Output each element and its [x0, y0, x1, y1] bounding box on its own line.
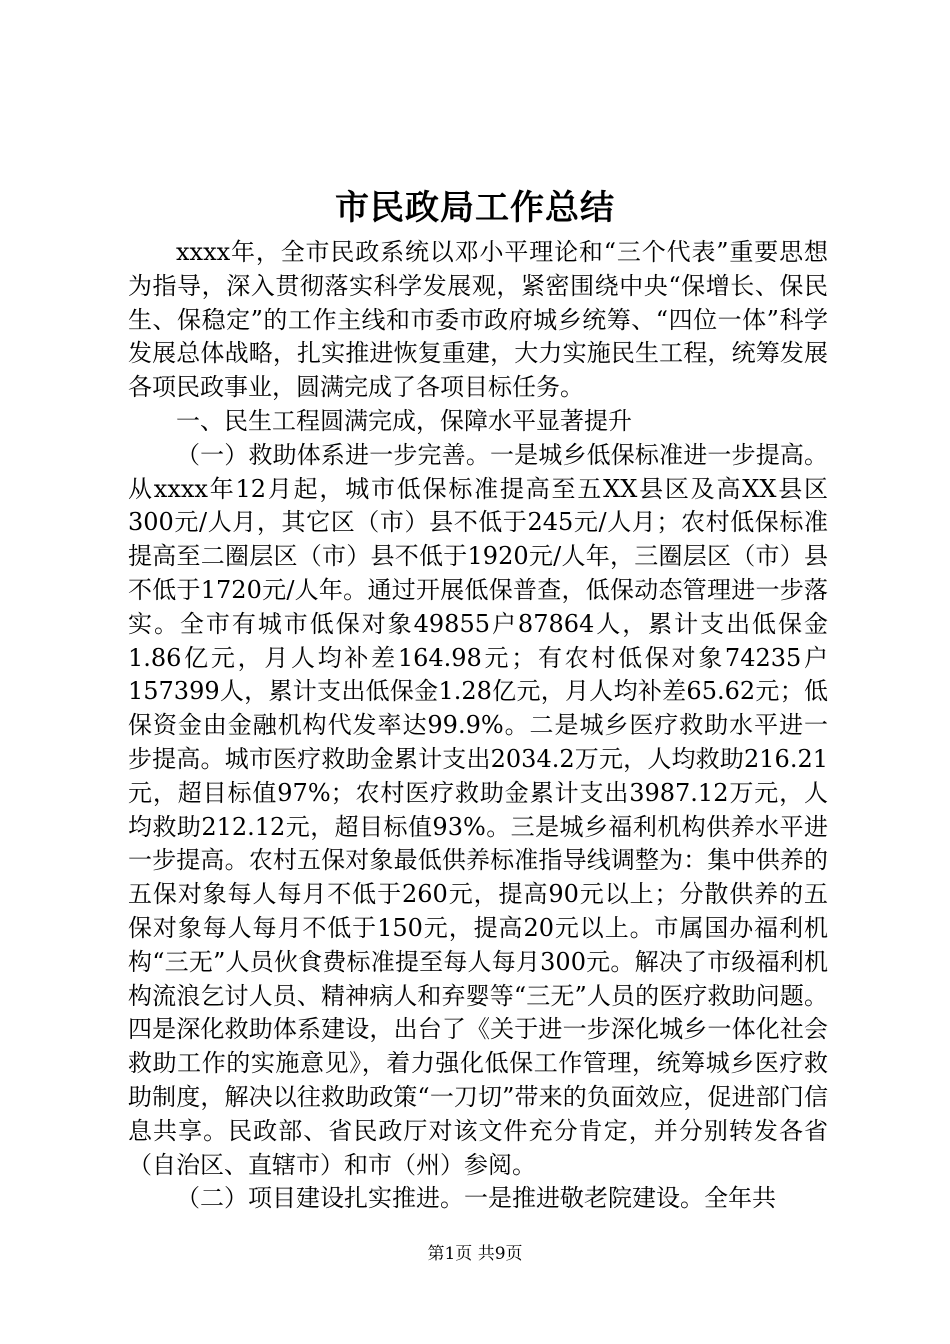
document-title: 市民政局工作总结 — [335, 188, 615, 228]
paragraph-intro: xxxx年，全市民政系统以邓小平理论和“三个代表”重要思想为指导，深入贯彻落实科学发展观，紧密围绕中央“保增长、保民生、保稳定”的工作主线和市委市政府城乡统筹、“四位一体”科学发展总体战略，扎实推进恢复重建，大力实施民生工程，统筹发展各项民政事业，圆满完成了各项目标任务。 — [128, 238, 828, 402]
document-body — [128, 236, 828, 1216]
paragraph-project-construction: （二）项目建设扎实推进。一是推进敬老院建设。全年共 — [176, 1184, 776, 1213]
section-heading-1: 一、民生工程圆满完成，保障水平显著提升 — [176, 406, 632, 435]
paragraph-relief-system: （一）救助体系进一步完善。一是城乡低保标准进一步提高。从xxxx年12月起，城市低保标准提高至五XX县区及高XX县区300元/人月，其它区（市）县不低于245元/人月；农村低保标准提高至二圈层区（市）县不低于1920元/人年，三圈层区（市）县不低于1720元/人年。通过开展低保普查，低保动态管理进一步落实。全市有城市低保对象49855户87864人，累计支出低保金1.86亿元，月人均补差164.98元；有农村低保对象74235户157399人，累计支出低保金1.28亿元，月人均补差65.62元；低保资金由金融机构代发率达99.9%。二是城乡医疗救助水平进一步提高。城市医疗救助金累计支出2034.2万元，人均救助216.21元，超目标值97%；农村医疗救助金累计支出3987.12万元，人均救助212.12元，超目标值93%。三是城乡福利机构供养水平进一步提高。农村五保对象最低供养标准指导线调整为：集中供养的五保对象每人每月不低于260元，提高90元以上；分散供养的五保对象每人每月不低于150元，提高20元以上。市属国办福利机构“三无”人员伙食费标准提至每人每月300元。解决了市级福利机构流浪乞讨人员、精神病人和弃婴等“三无”人员的医疗救助问题。四是深化救助体系建设，出台了《关于进一步深化城乡一体化社会救助工作的实施意见》，着力强化低保工作管理，统筹城乡医疗救助制度，解决以往救助政策“一刀切”带来的负面效应，促进部门信息共享。民政部、省民政厅对该文件充分肯定，并分别转发各省（自治区、直辖市）和市（州）参阅。 — [128, 440, 828, 1179]
page-footer: 第1页 共9页 — [427, 1244, 523, 1264]
